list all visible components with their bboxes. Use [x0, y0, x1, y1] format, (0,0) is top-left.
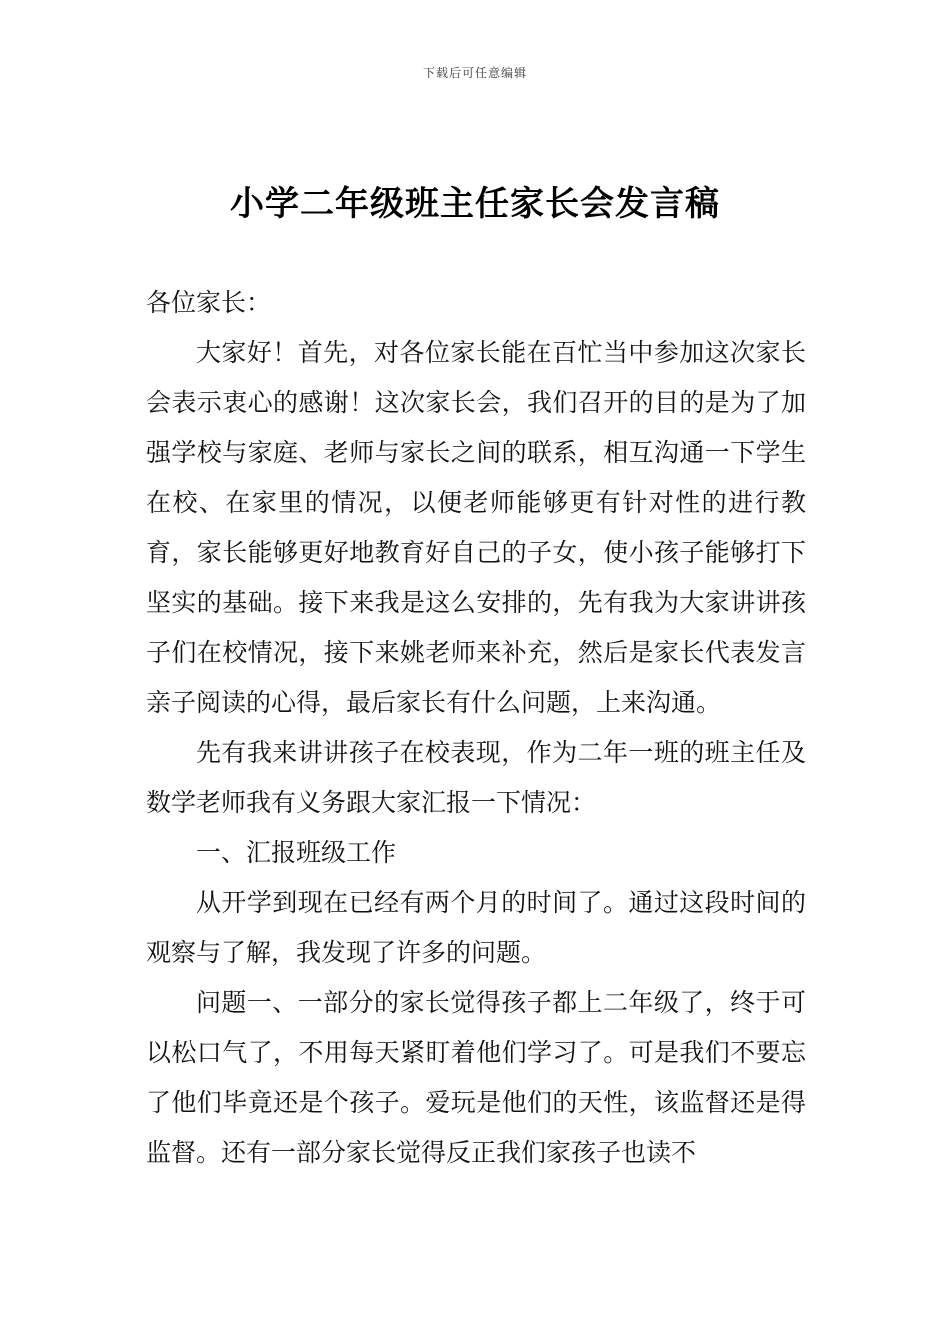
paragraph-opening: 大家好！首先，对各位家长能在百忙当中参加这次家长会表示衷心的感谢！这次家长会，我们召开的目的是为了加强学校与家庭、老师与家长之间的联系，相互沟通一下学生在校、在家里的情况，以便老师能够更有针对性的进行教育，家长能够更好地教育好自己的子女，使小孩子能够打下坚实的基础。接下来我是这么安排的，先有我为大家讲讲孩子们在校情况，接下来姚老师来补充，然后是家长代表发言亲子阅读的心得，最后家长有什么问题，上来沟通。	[146, 338, 806, 717]
header-note: 下载后可任意编辑	[422, 66, 527, 80]
paragraph-report-intro: 先有我来讲讲孩子在校表现，作为二年一班的班主任及数学老师我有义务跟大家汇报一下情况：	[146, 738, 806, 817]
document-body	[146, 278, 806, 1178]
salutation: 各位家长：	[146, 288, 272, 317]
paragraph-problem-one: 问题一、一部分的家长觉得孩子都上二年级了，终于可以松口气了，不用每天紧盯着他们学习了。可是我们不要忘了他们毕竟还是个孩子。爱玩是他们的天性，该监督还是得监督。还有一部分家长觉得反正我们家孩子也读不	[146, 988, 806, 1167]
section-heading-class-work: 一、汇报班级工作	[196, 838, 397, 867]
paragraph-observation: 从开学到现在已经有两个月的时间了。通过这段时间的观察与了解，我发现了许多的问题。	[146, 888, 806, 967]
document-title: 小学二年级班主任家长会发言稿	[230, 184, 720, 224]
